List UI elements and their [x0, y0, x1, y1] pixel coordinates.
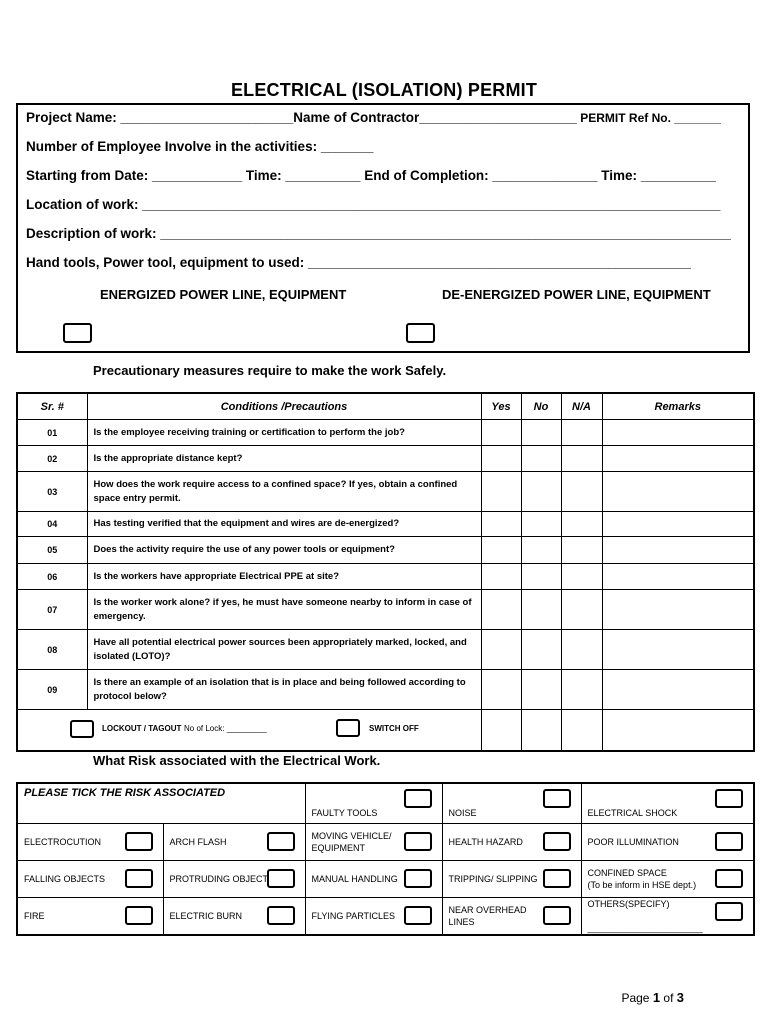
yes-cell[interactable] — [481, 512, 521, 537]
switch-off-checkbox[interactable] — [336, 719, 360, 737]
confined-space-checkbox[interactable] — [715, 869, 743, 888]
energized-label: ENERGIZED POWER LINE, EQUIPMENT — [100, 287, 347, 302]
row-number: 04 — [17, 512, 87, 537]
moving-vehicle-checkbox[interactable] — [404, 832, 432, 851]
no-cell[interactable] — [521, 420, 561, 446]
falling-objects-checkbox[interactable] — [125, 869, 153, 888]
remarks-cell[interactable] — [602, 472, 754, 512]
no-cell[interactable] — [521, 630, 561, 670]
col-header-na: N/A — [561, 393, 602, 420]
fire-checkbox[interactable] — [125, 906, 153, 925]
others-checkbox[interactable] — [715, 902, 743, 921]
lockout-tagout-checkbox[interactable] — [70, 720, 94, 738]
col-header-yes: Yes — [481, 393, 521, 420]
tick-risk-heading: PLEASE TICK THE RISK ASSOCIATED — [17, 783, 305, 824]
remarks-cell[interactable] — [602, 670, 754, 710]
switch-off-label: SWITCH OFF — [369, 724, 419, 733]
risk-row — [17, 783, 754, 824]
na-cell[interactable] — [561, 472, 602, 512]
risk-cell-arch-flash — [163, 824, 305, 861]
na-cell[interactable] — [561, 446, 602, 472]
table-header-row — [17, 393, 754, 420]
risk-label: POOR ILLUMINATION — [587, 837, 679, 847]
risk-table — [16, 782, 755, 936]
no-cell[interactable] — [521, 472, 561, 512]
risk-note: (To be inform in HSE dept.) — [587, 880, 697, 890]
remarks-cell[interactable] — [602, 420, 754, 446]
page-total: 3 — [676, 990, 684, 1005]
table-row — [17, 420, 754, 446]
no-cell[interactable] — [521, 670, 561, 710]
precaution-table — [16, 392, 755, 752]
risk-row — [17, 861, 754, 898]
row-number: 05 — [17, 537, 87, 564]
risk-row — [17, 824, 754, 861]
risk-cell-noise — [442, 783, 581, 824]
precaution-heading: Precautionary measures require to make the work Safely. — [93, 363, 447, 378]
row-condition: Is the appropriate distance kept? — [87, 446, 481, 472]
yes-cell[interactable] — [481, 446, 521, 472]
na-cell[interactable] — [561, 710, 602, 752]
no-cell[interactable] — [521, 710, 561, 752]
remarks-cell[interactable] — [602, 630, 754, 670]
loto-row — [17, 710, 754, 752]
yes-cell[interactable] — [481, 564, 521, 590]
table-row — [17, 590, 754, 630]
yes-cell[interactable] — [481, 590, 521, 630]
na-cell[interactable] — [561, 630, 602, 670]
risk-row — [17, 898, 754, 936]
risk-cell-tripping — [442, 861, 581, 898]
row-condition: Is there an example of an isolation that is in place and being followed according to protocol below? — [87, 670, 481, 710]
col-header-sr: Sr. # — [17, 393, 87, 420]
risk-cell-electrical-shock — [581, 783, 754, 824]
near-overhead-checkbox[interactable] — [543, 906, 571, 925]
risk-heading: What Risk associated with the Electrical Work. — [93, 753, 381, 768]
risk-label: CONFINED SPACE — [587, 868, 667, 878]
risk-label: ELECTROCUTION — [24, 837, 102, 847]
yes-cell[interactable] — [481, 710, 521, 752]
remarks-cell[interactable] — [602, 710, 754, 752]
no-cell[interactable] — [521, 564, 561, 590]
risk-cell-flying-particles — [305, 898, 442, 936]
description-field[interactable]: Description of work: ____________________________________________________________________________ — [26, 226, 731, 241]
col-header-remarks: Remarks — [602, 393, 754, 420]
risk-cell-health-hazard — [442, 824, 581, 861]
risk-cell-manual-handling — [305, 861, 442, 898]
of-word: of — [663, 991, 674, 1005]
na-cell[interactable] — [561, 512, 602, 537]
remarks-cell[interactable] — [602, 537, 754, 564]
risk-cell-protruding-object — [163, 861, 305, 898]
risk-cell-poor-illumination — [581, 824, 754, 861]
arch-flash-checkbox[interactable] — [267, 832, 295, 851]
row-condition: Does the activity require the use of any power tools or equipment? — [87, 537, 481, 564]
lockout-tagout-label: LOCKOUT / TAGOUT — [102, 724, 182, 733]
risk-label: PROTRUDING OBJECT — [169, 874, 269, 884]
risk-cell-fire — [17, 898, 163, 936]
row-number: 01 — [17, 420, 87, 446]
remarks-cell[interactable] — [602, 590, 754, 630]
row-condition: Is the employee receiving training or certification to perform the job? — [87, 420, 481, 446]
risk-label: FALLING OBJECTS — [24, 874, 106, 884]
no-cell[interactable] — [521, 512, 561, 537]
no-of-lock-field[interactable]: No of Lock: _________ — [184, 724, 267, 733]
yes-cell[interactable] — [481, 537, 521, 564]
remarks-cell[interactable] — [602, 564, 754, 590]
employees-field[interactable]: Number of Employee Involve in the activities: _______ — [26, 139, 374, 154]
page-footer — [621, 990, 684, 1005]
table-row — [17, 670, 754, 710]
project-contractor-line[interactable] — [26, 110, 721, 125]
loto-options-cell — [17, 710, 481, 752]
manual-handling-checkbox[interactable] — [404, 869, 432, 888]
risk-label: TRIPPING/ SLIPPING — [448, 874, 538, 884]
risk-label: MOVING VEHICLE/ EQUIPMENT — [311, 831, 392, 853]
table-row — [17, 446, 754, 472]
row-condition: Have all potential electrical power sources been appropriately marked, locked, and isolated (LOTO)? — [87, 630, 481, 670]
page-number: 1 — [652, 990, 661, 1005]
permit-title: ELECTRICAL (ISOLATION) PERMIT — [230, 80, 538, 100]
permit-ref-field[interactable]: PERMIT Ref No. _______ — [576, 111, 721, 125]
table-row — [17, 564, 754, 590]
electrical-shock-checkbox[interactable] — [715, 789, 743, 808]
deenergized-label: DE-ENERGIZED POWER LINE, EQUIPMENT — [442, 287, 711, 302]
risk-label: NEAR OVERHEAD LINES — [448, 905, 527, 927]
noise-checkbox[interactable] — [543, 789, 571, 808]
row-number: 09 — [17, 670, 87, 710]
electrocution-checkbox[interactable] — [125, 832, 153, 851]
electric-burn-checkbox[interactable] — [267, 906, 295, 925]
row-condition: Is the worker work alone? if yes, he must have someone nearby to inform in case of emergency. — [87, 590, 481, 630]
tripping-checkbox[interactable] — [543, 869, 571, 888]
table-row — [17, 512, 754, 537]
risk-cell-moving-vehicle — [305, 824, 442, 861]
deenergized-checkbox[interactable] — [406, 323, 435, 343]
remarks-cell[interactable] — [602, 512, 754, 537]
row-number: 07 — [17, 590, 87, 630]
table-row — [17, 472, 754, 512]
risk-label: FIRE — [24, 911, 45, 921]
no-cell[interactable] — [521, 590, 561, 630]
tools-field[interactable]: Hand tools, Power tool, equipment to used: ___________________________________________________ — [26, 255, 691, 270]
col-header-no: No — [521, 393, 561, 420]
risk-cell-others — [581, 898, 754, 936]
na-cell[interactable] — [561, 590, 602, 630]
risk-cell-electrocution — [17, 824, 163, 861]
health-hazard-checkbox[interactable] — [543, 832, 571, 851]
row-number: 02 — [17, 446, 87, 472]
date-time-field[interactable]: Starting from Date: ____________ Time: __________ End of Completion: ______________ Time: __________ — [26, 168, 716, 183]
risk-label: MANUAL HANDLING — [311, 874, 398, 884]
energized-checkbox[interactable] — [63, 323, 92, 343]
risk-label: OTHERS(SPECIFY) — [587, 899, 670, 909]
risk-label: HEALTH HAZARD — [448, 837, 523, 847]
risk-cell-confined-space — [581, 861, 754, 898]
yes-cell[interactable] — [481, 420, 521, 446]
na-cell[interactable] — [561, 564, 602, 590]
table-row — [17, 537, 754, 564]
yes-cell[interactable] — [481, 472, 521, 512]
risk-cell-faulty-tools — [305, 783, 442, 824]
risk-cell-electric-burn — [163, 898, 305, 936]
row-condition: Has testing verified that the equipment and wires are de-energized? — [87, 512, 481, 537]
risk-cell-falling-objects — [17, 861, 163, 898]
row-condition: Is the workers have appropriate Electrical PPE at site? — [87, 564, 481, 590]
row-condition: How does the work require access to a confined space? If yes, obtain a confined space entry permit. — [87, 472, 481, 512]
faulty-tools-checkbox[interactable] — [404, 789, 432, 808]
location-field[interactable]: Location of work: _____________________________________________________________________________ — [26, 197, 721, 212]
risk-label: NOISE — [448, 808, 477, 818]
row-number: 03 — [17, 472, 87, 512]
row-number: 06 — [17, 564, 87, 590]
risk-label: ELECTRIC BURN — [169, 911, 243, 921]
poor-illumination-checkbox[interactable] — [715, 832, 743, 851]
na-cell[interactable] — [561, 537, 602, 564]
na-cell[interactable] — [561, 420, 602, 446]
permit-header-box — [16, 103, 750, 353]
no-cell[interactable] — [521, 537, 561, 564]
table-row — [17, 630, 754, 670]
col-header-conditions: Conditions /Precautions — [87, 393, 481, 420]
project-line-text: Project Name: _______________________Name of Contractor_____________________ — [26, 110, 577, 125]
no-cell[interactable] — [521, 446, 561, 472]
protruding-object-checkbox[interactable] — [267, 869, 295, 888]
risk-cell-near-overhead — [442, 898, 581, 936]
na-cell[interactable] — [561, 670, 602, 710]
remarks-cell[interactable] — [602, 446, 754, 472]
flying-particles-checkbox[interactable] — [404, 906, 432, 925]
row-number: 08 — [17, 630, 87, 670]
page-word: Page — [621, 991, 650, 1005]
risk-label: FLYING PARTICLES — [311, 911, 396, 921]
risk-label: FAULTY TOOLS — [311, 808, 378, 818]
risk-label: ARCH FLASH — [169, 837, 227, 847]
others-specify-field[interactable]: _______________________ — [587, 923, 703, 933]
yes-cell[interactable] — [481, 630, 521, 670]
risk-label: ELECTRICAL SHOCK — [587, 808, 678, 818]
yes-cell[interactable] — [481, 670, 521, 710]
